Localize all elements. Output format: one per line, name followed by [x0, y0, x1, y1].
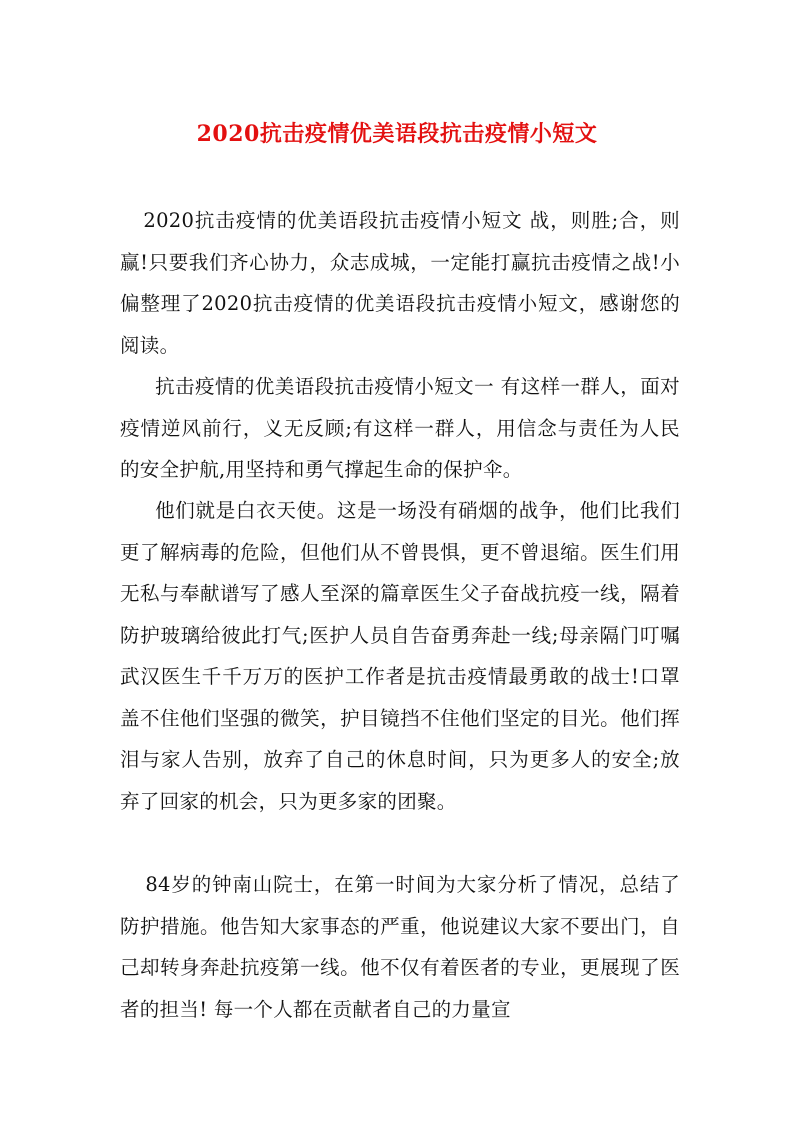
- document-title: 2020抗击疫情优美语段抗击疫情小短文: [196, 120, 598, 147]
- paragraph-zhong-nanshan: 84岁的钟南山院士，在第一时间为大家分析了情况，总结了防护措施。他告知大家事态的严重，他说建议大家不要出门，自己却转身奔赴抗疫第一线。他不仅有着医者的专业，更展现了医者的担当! 每一个人都在贡献者自己的力量宣: [120, 873, 680, 1021]
- paragraph-white-angels: 他们就是白衣天使。这是一场没有硝烟的战争，他们比我们更了解病毒的危险，但他们从不曾畏惧，更不曾退缩。医生们用无私与奉献谱写了感人至深的篇章医生父子奋战抗疫一线，隔着防护玻璃给彼此打气;医护人员自告奋勇奔赴一线;母亲隔门叮嘱武汉医生千千万万的医护工作者是抗击疫情最勇敢的战士!口罩盖不住他们坚强的微笑，护目镜挡不住他们坚定的目光。他们挥泪与家人告别，放弃了自己的休息时间，只为更多人的安全;放弃了回家的机会，只为更多家的团聚。: [120, 499, 680, 813]
- paragraph-section-one: 抗击疫情的优美语段抗击疫情小短文一 有这样一群人，面对疫情逆风前行，义无反顾;有这样一群人，用信念与责任为人民的安全护航,用坚持和勇气撑起生命的保护伞。: [120, 375, 680, 481]
- paragraph-intro: 2020抗击疫情的优美语段抗击疫情小短文 战，则胜;合，则赢!只要我们齐心协力，众志成城，一定能打赢抗击疫情之战!小偏整理了2020抗击疫情的优美语段抗击疫情小短文，感谢您的阅读。: [120, 209, 680, 357]
